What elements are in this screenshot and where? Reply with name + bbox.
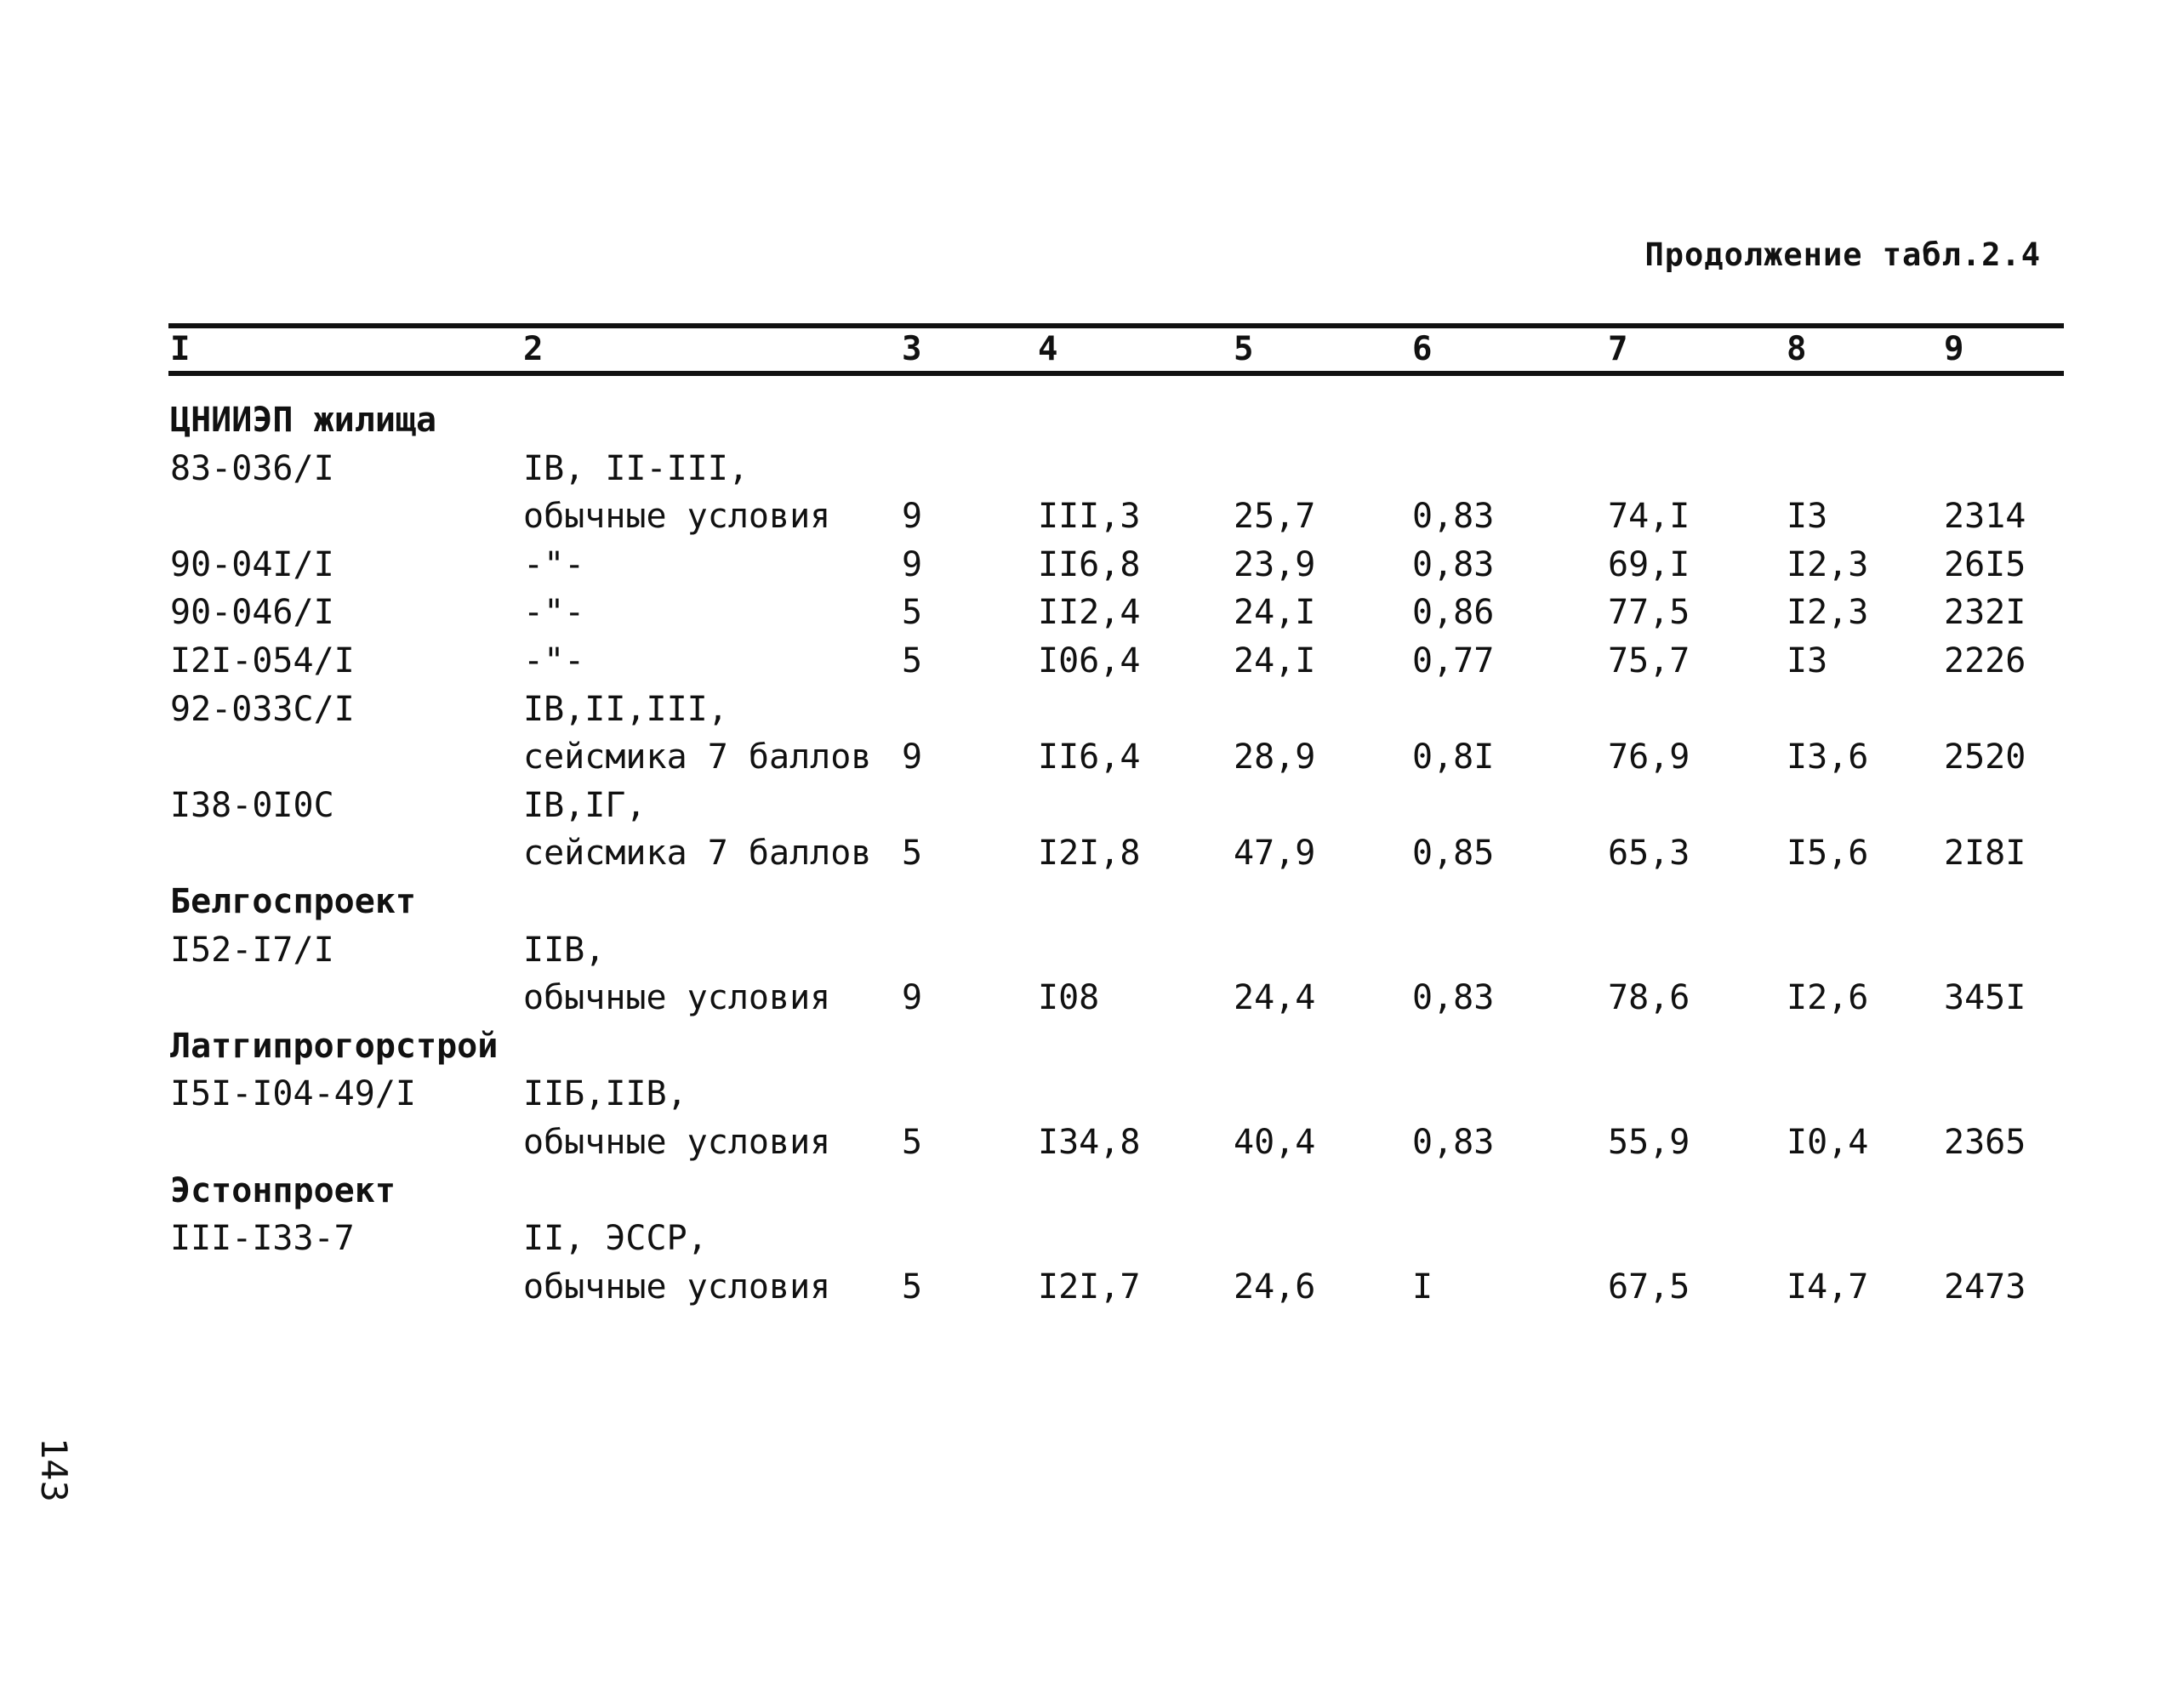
table-cell: 9 — [902, 737, 923, 777]
table-cell: I34,8 — [1038, 1123, 1141, 1162]
table-cell: 0,86 — [1412, 593, 1495, 633]
table-cell: 2I8I — [1944, 834, 2026, 874]
table-cell: II6,4 — [1038, 737, 1141, 777]
organization-row — [0, 878, 2160, 925]
table-cell: I5,6 — [1787, 834, 1869, 874]
table-cell: 40,4 — [1234, 1123, 1316, 1162]
table-row — [0, 829, 2160, 877]
table-cell: I2,3 — [1787, 544, 1869, 584]
column-header: I — [170, 330, 191, 368]
table-cell: 2473 — [1944, 1267, 2026, 1307]
table-cell: 9 — [902, 978, 923, 1018]
table-cell: I2I-054/I — [170, 641, 355, 680]
column-header: 4 — [1038, 330, 1058, 368]
table-cell: 69,I — [1608, 544, 1690, 584]
table-cell: I2I,7 — [1038, 1267, 1141, 1307]
table-cell: I3 — [1787, 641, 1828, 680]
table-cell: 78,6 — [1608, 978, 1690, 1018]
table-row — [0, 1119, 2160, 1166]
table-cell: I2,6 — [1787, 978, 1869, 1018]
table-cell: 74,I — [1608, 497, 1690, 537]
table-cell: 5 — [902, 593, 923, 633]
table-header-rule — [168, 371, 2064, 376]
table-cell: сейсмика 7 баллов — [523, 834, 872, 874]
table-cell: 28,9 — [1234, 737, 1316, 777]
table-cell: II2,4 — [1038, 593, 1141, 633]
column-header: 6 — [1412, 330, 1433, 368]
table-cell: 5 — [902, 834, 923, 874]
table-cell: 77,5 — [1608, 593, 1690, 633]
table-cell: Эстонпроект — [170, 1170, 396, 1210]
table-cell: 345I — [1944, 978, 2026, 1018]
table-cell: 92-033С/I — [170, 689, 355, 729]
table-cell: Белгоспроект — [170, 882, 416, 921]
table-cell: 2520 — [1944, 737, 2026, 777]
table-cell: обычные условия — [523, 978, 831, 1018]
table-cell: обычные условия — [523, 1267, 831, 1307]
table-cell: Латгипрогорстрой — [170, 1026, 499, 1066]
table-cell: II6,8 — [1038, 544, 1141, 584]
table-cell: 5 — [902, 1123, 923, 1162]
table-cell: IIБ,IIВ, — [523, 1074, 687, 1114]
table-cell: I0,4 — [1787, 1123, 1869, 1162]
column-header: 7 — [1608, 330, 1628, 368]
table-row — [0, 1263, 2160, 1311]
table-top-rule — [168, 323, 2064, 328]
table-cell: -"- — [523, 641, 585, 680]
table-cell: 75,7 — [1608, 641, 1690, 680]
column-header: 5 — [1234, 330, 1254, 368]
table-cell: I52-I7/I — [170, 930, 334, 970]
table-row — [0, 733, 2160, 781]
table-cell: 24,6 — [1234, 1267, 1316, 1307]
table-cell: IВ,IГ, — [523, 785, 647, 825]
table-cell: IВ, II-III, — [523, 448, 749, 488]
table-cell: 24,I — [1234, 641, 1316, 680]
table-cell: I3,6 — [1787, 737, 1869, 777]
table-cell: 232I — [1944, 593, 2026, 633]
table-cell: 24,4 — [1234, 978, 1316, 1018]
table-caption: Продолжение табл.2.4 — [1644, 236, 2041, 273]
table-cell: 55,9 — [1608, 1123, 1690, 1162]
column-header: 3 — [902, 330, 922, 368]
table-cell: 67,5 — [1608, 1267, 1690, 1307]
column-header: 9 — [1944, 330, 1964, 368]
table-cell: 25,7 — [1234, 497, 1316, 537]
table-cell: 24,I — [1234, 593, 1316, 633]
table-cell: 76,9 — [1608, 737, 1690, 777]
table-cell: 23,9 — [1234, 544, 1316, 584]
organization-row — [0, 396, 2160, 444]
table-row — [0, 1070, 2160, 1118]
table-cell: 2365 — [1944, 1123, 2026, 1162]
table-cell: 0,8I — [1412, 737, 1495, 777]
table-cell: 0,83 — [1412, 544, 1495, 584]
table-cell: I38-0I0С — [170, 785, 334, 825]
table-cell: 26I5 — [1944, 544, 2026, 584]
table-row — [0, 974, 2160, 1022]
table-cell: I06,4 — [1038, 641, 1141, 680]
table-cell: I5I-I04-49/I — [170, 1074, 416, 1114]
table-row — [0, 637, 2160, 685]
table-row — [0, 686, 2160, 733]
table-cell: III-I33-7 — [170, 1219, 355, 1259]
table-cell: I08 — [1038, 978, 1100, 1018]
table-cell: 2314 — [1944, 497, 2026, 537]
table-cell: 0,83 — [1412, 497, 1495, 537]
table-cell: II, ЭССР, — [523, 1219, 708, 1259]
table-cell: обычные условия — [523, 497, 831, 537]
table-cell: I4,7 — [1787, 1267, 1869, 1307]
table-cell: сейсмика 7 баллов — [523, 737, 872, 777]
table-row — [0, 782, 2160, 829]
table-cell: IIВ, — [523, 930, 606, 970]
table-cell: I2I,8 — [1038, 834, 1141, 874]
table-row — [0, 492, 2160, 540]
table-cell: 9 — [902, 497, 923, 537]
table-cell: -"- — [523, 593, 585, 633]
table-row — [0, 541, 2160, 589]
table-cell: обычные условия — [523, 1123, 831, 1162]
table-cell: 0,83 — [1412, 1123, 1495, 1162]
table-cell: 0,83 — [1412, 978, 1495, 1018]
page-number: 143 — [33, 1438, 75, 1502]
table-cell: 47,9 — [1234, 834, 1316, 874]
table-cell: 5 — [902, 1267, 923, 1307]
table-cell: 83-036/I — [170, 448, 334, 488]
column-header: 8 — [1787, 330, 1807, 368]
organization-row — [0, 1022, 2160, 1070]
table-row — [0, 445, 2160, 492]
table-cell: 0,77 — [1412, 641, 1495, 680]
table-cell: III,3 — [1038, 497, 1141, 537]
table-cell: IВ,II,III, — [523, 689, 728, 729]
table-cell: 90-046/I — [170, 593, 334, 633]
table-cell: 65,3 — [1608, 834, 1690, 874]
table-row — [0, 926, 2160, 974]
table-cell: I — [1412, 1267, 1433, 1307]
table-cell: 9 — [902, 544, 923, 584]
table-cell: I2,3 — [1787, 593, 1869, 633]
table-cell: 0,85 — [1412, 834, 1495, 874]
table-row — [0, 1215, 2160, 1262]
column-header: 2 — [523, 330, 544, 368]
table-cell: 5 — [902, 641, 923, 680]
table-cell: 90-04I/I — [170, 544, 334, 584]
table-cell: -"- — [523, 544, 585, 584]
organization-row — [0, 1167, 2160, 1215]
table-cell: I3 — [1787, 497, 1828, 537]
table-row — [0, 589, 2160, 636]
table-cell: 2226 — [1944, 641, 2026, 680]
table-cell: ЦНИИЭП жилища — [170, 401, 437, 440]
